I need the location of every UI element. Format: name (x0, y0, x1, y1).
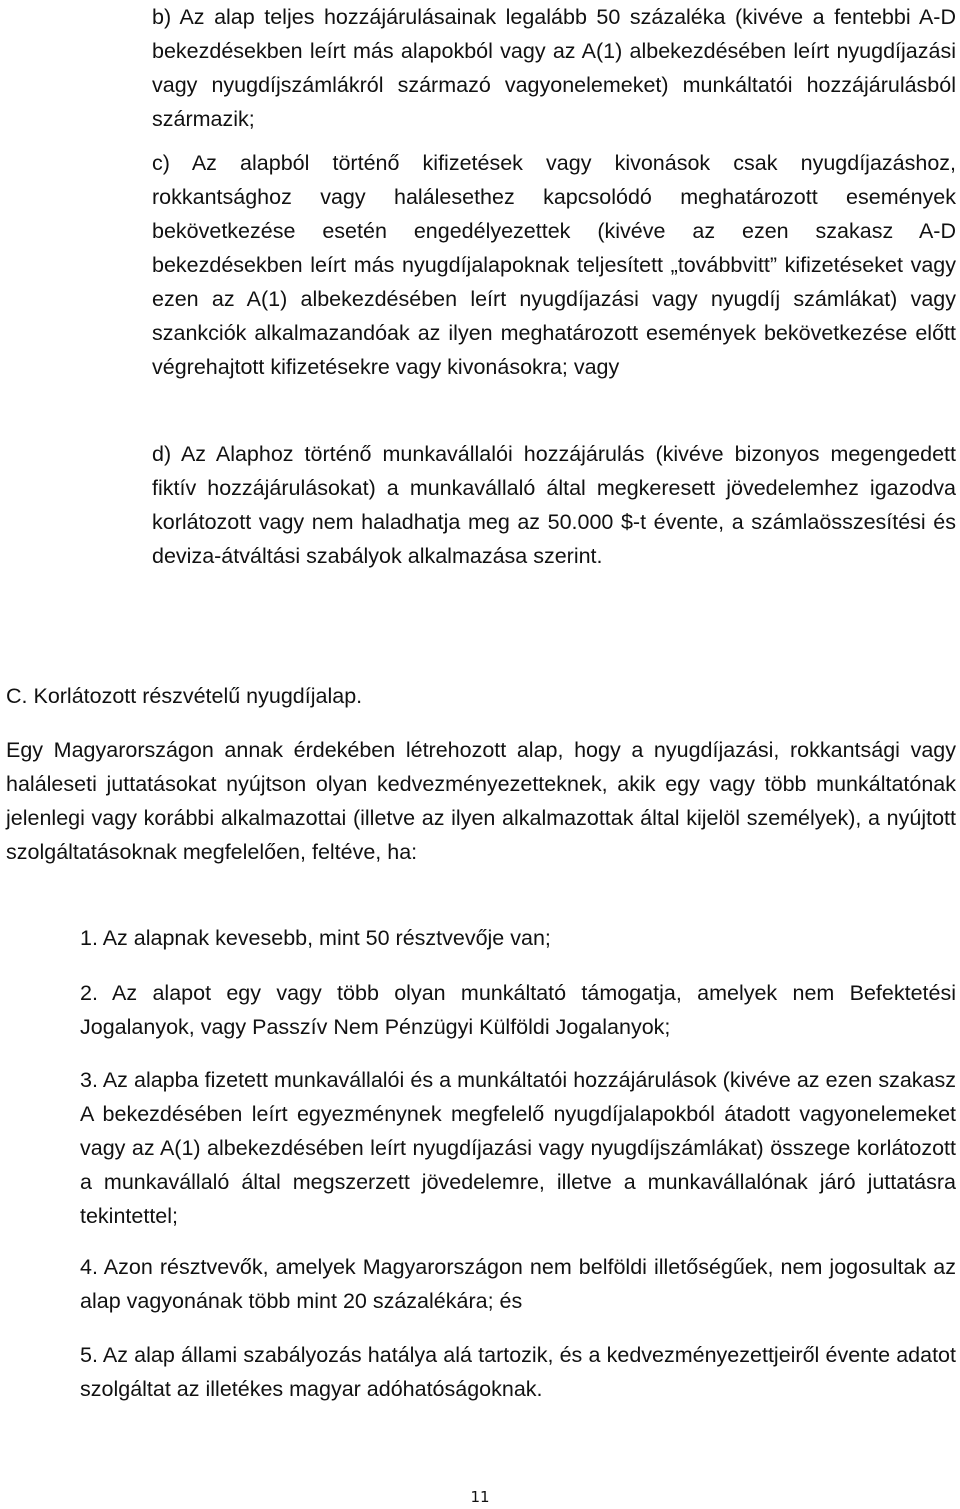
intro-paragraph: Egy Magyarországon annak érdekében létrehozott alap, hogy a nyugdíjazási, rokkantsági vagy haláleseti juttatásokat nyújtson olyan kedvezményezetteknek, akik egy vagy több munkáltatónak jelenlegi vagy korábbi alkalmazottai (illetve az ilyen alkalmazottak által kijelöl személyek), a nyújtott szolgáltatásoknak megfelelően, feltéve, ha: (6, 738, 956, 864)
paragraph-d: d) Az Alaphoz történő munkavállalói hozzájárulás (kivéve bizonyos megengedett fiktív hozzájárulásokat) a munkavállaló által megkeresett jövedelemhez igazodva korlátozott vagy nem haladhatja meg az 50.000 $-t évente, a számlaösszesítési és deviza-átváltási szabályok alkalmazása szerint. (152, 442, 956, 568)
page-number: 11 (470, 1488, 490, 1506)
paragraph-c: c) Az alapból történő kifizetések vagy kivonások csak nyugdíjazáshoz, rokkantsághoz vagy halálesethez kapcsolódó meghatározott események bekövetkezése esetén engedélyezettek (kivéve az ezen szakasz A-D bekezdésekben leírt más nyugdíjalapoknak teljesített „továbbvitt” kifizetéseket vagy ezen az A(1) albekezdésében leírt nyugdíjazási vagy nyugdíj számlákat) vagy szankciók alkalmazandóak az ilyen meghatározott események bekövetkezése előtt végrehajtott kifizetésekre vagy kivonásokra; vagy (152, 151, 956, 379)
list-item-3: 3. Az alapba fizetett munkavállalói és a munkáltatói hozzájárulások (kivéve az ezen szakasz A bekezdésében leírt egyezménynek megfelelő nyugdíjalapokból átadott vagyonelemeket vagy az A(1) albekezdésében leírt nyugdíjazási vagy nyugdíjszámlákat) összege korlátozott a munkavállaló által megszerzett jövedelemre, illetve a munkavállalónak járó juttatásra tekintettel; (80, 1068, 956, 1228)
list-item-2: 2. Az alapot egy vagy több olyan munkáltató támogatja, amelyek nem Befektetési Jogalanyok, vagy Passzív Nem Pénzügyi Külföldi Jogalanyok; (80, 981, 956, 1039)
paragraph-b: b) Az alap teljes hozzájárulásainak legalább 50 százaléka (kivéve a fentebbi A-D bekezdésekben leírt más alapokból vagy az A(1) albekezdésében leírt nyugdíjazási vagy nyugdíjszámlákról származó vagyonelemeket) munkáltatói hozzájárulásból származik; (152, 5, 956, 131)
list-item-4: 4. Azon résztvevők, amelyek Magyarországon nem belföldi illetőségűek, nem jogosultak az alap vagyonának több mint 20 százalékára; és (80, 1255, 956, 1313)
list-item-1: 1. Az alapnak kevesebb, mint 50 résztvevője van; (80, 926, 551, 950)
list-item-5: 5. Az alap állami szabályozás hatálya alá tartozik, és a kedvezményezettjeiről évente adatot szolgáltat az illetékes magyar adóhatóságoknak. (80, 1343, 956, 1401)
section-heading: C. Korlátozott részvételű nyugdíjalap. (6, 684, 363, 708)
